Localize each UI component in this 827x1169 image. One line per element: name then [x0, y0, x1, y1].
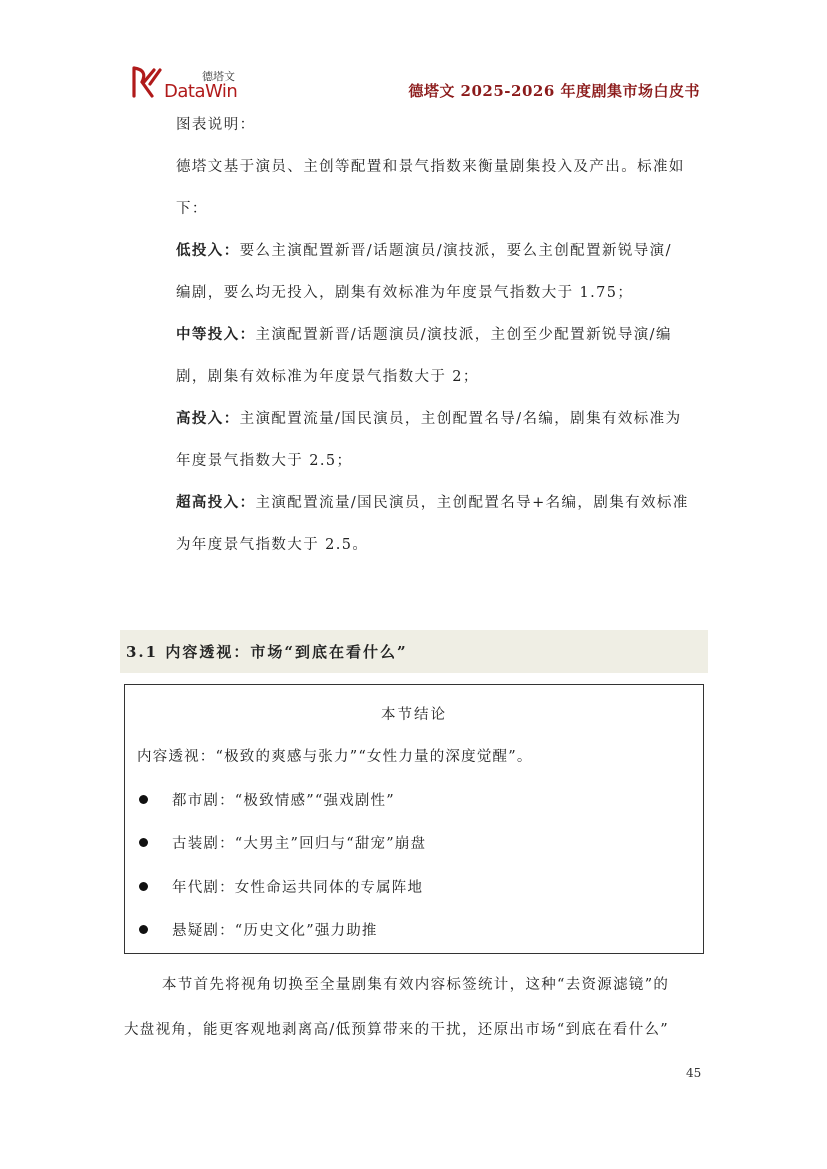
section-heading-bar	[120, 630, 708, 673]
conclusion-bullet	[137, 919, 378, 940]
conclusion-bullet	[137, 789, 395, 810]
bullet-text: 都市剧：“极致情感”“强戏剧性”	[172, 793, 395, 809]
conclusion-title: 本节结论	[381, 707, 447, 723]
bullet-dot-icon	[139, 925, 148, 934]
section-title: 3.1 内容透视：市场“到底在看什么”	[126, 643, 408, 661]
page-number: 45	[686, 1066, 702, 1080]
mid-investment-line-2: 剧，剧集有效标准为年度景气指数大于 2；	[176, 369, 479, 385]
legend-heading: 图表说明：	[176, 117, 256, 133]
logo-en-text: DataWin	[164, 81, 238, 102]
header-title: 德塔文 2025-2026 年度剧集市场白皮书	[408, 82, 700, 100]
conclusion-bullet	[137, 876, 423, 897]
datawin-logo-icon	[130, 64, 164, 100]
conclusion-intro: 内容透视：“极致的爽感与张力”“女性力量的深度觉醒”。	[137, 749, 533, 765]
legend-intro-line-2: 下：	[176, 201, 208, 217]
section-conclusion-box	[124, 684, 704, 954]
bullet-text: 悬疑剧：“历史文化”强力助推	[172, 923, 378, 939]
conclusion-bullet	[137, 832, 426, 853]
high-investment-line-1	[176, 404, 704, 446]
body-line-1: 本节首先将视角切换至全量剧集有效内容标签统计，这种“去资源滤镜”的	[162, 977, 670, 993]
low-investment-line-1	[176, 236, 704, 278]
bullet-text: 古装剧：“大男主”回归与“甜宠”崩盘	[172, 836, 427, 852]
mid-investment-line-1	[176, 320, 704, 362]
mid-investment-label: 中等投入：	[176, 326, 256, 343]
low-investment-line-2: 编剧，要么均无投入，剧集有效标准为年度景气指数大于 1.75；	[176, 285, 634, 301]
super-high-investment-line-2: 为年度景气指数大于 2.5。	[176, 537, 369, 553]
super-high-investment-text: 主演配置流量/国民演员，主创配置名导+名编，剧集有效标准	[255, 495, 689, 511]
low-investment-text: 要么主演配置新晋/话题演员/演技派，要么主创配置新锐导演/	[239, 243, 672, 259]
bullet-dot-icon	[139, 882, 148, 891]
bullet-dot-icon	[139, 838, 148, 847]
super-high-investment-label: 超高投入：	[176, 494, 256, 511]
chart-legend-explanation	[176, 110, 704, 572]
high-investment-label: 高投入：	[176, 410, 240, 427]
low-investment-label: 低投入：	[176, 242, 240, 259]
high-investment-line-2: 年度景气指数大于 2.5；	[176, 453, 353, 469]
bullet-text: 年代剧：女性命运共同体的专属阵地	[172, 880, 424, 896]
body-paragraph	[124, 970, 708, 1060]
super-high-investment-line-1	[176, 488, 704, 530]
logo-cn-text: 德塔文	[202, 70, 235, 83]
mid-investment-text: 主演配置新晋/话题演员/演技派，主创至少配置新锐导演/编	[255, 327, 672, 343]
bullet-dot-icon	[139, 795, 148, 804]
legend-intro-line-1: 德塔文基于演员、主创等配置和景气指数来衡量剧集投入及产出。标准如	[176, 159, 685, 175]
datawin-logo	[130, 64, 240, 104]
high-investment-text: 主演配置流量/国民演员，主创配置名导/名编，剧集有效标准为	[239, 411, 682, 427]
body-line-2: 大盘视角，能更客观地剥离高/低预算带来的干扰，还原出市场“到底在看什么”	[124, 1022, 670, 1038]
